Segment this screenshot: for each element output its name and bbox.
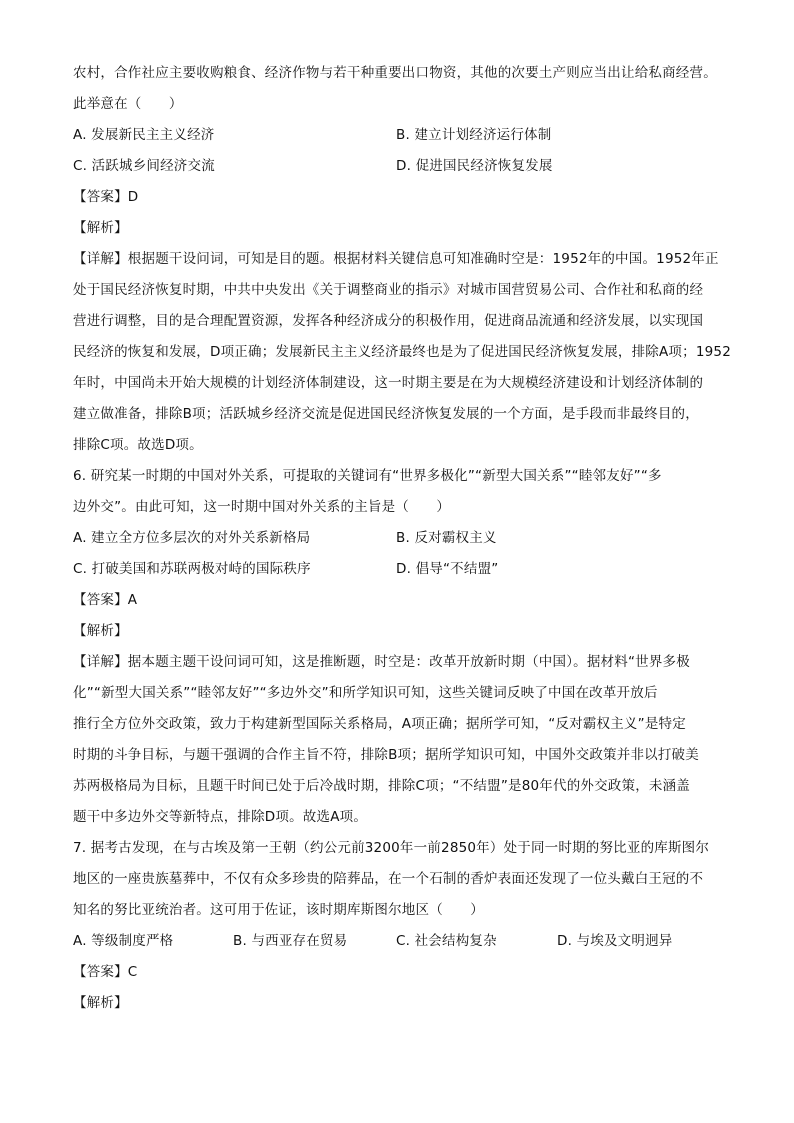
- q6-option-a: A. 建立全方位多层次的对外关系新格局: [73, 530, 311, 546]
- q6-options-row-2: [73, 554, 733, 585]
- q6-option-b: B. 反对霸权主义: [396, 530, 497, 546]
- q7-stem-line-3: 知名的努比亚统治者。这可用于佐证，该时期库斯图尔地区（ ）: [73, 902, 484, 918]
- q5-detail-line: 营进行调整，目的是合理配置资源，发挥各种经济成分的积极作用，促进商品流通和经济发展，以实现国: [73, 313, 704, 329]
- q5-stem-line-1: 农村，合作社应主要收购粮食、经济作物与若干种重要出口物资，其他的次要土产则应当出让给私商经营。: [73, 65, 717, 81]
- q5-stem-line-2: 此举意在（ ）: [73, 96, 183, 112]
- q6-answer: 【答案】A: [73, 592, 138, 608]
- q5-detail-line: 年时，中国尚未开始大规模的计划经济体制建设，这一时期主要是在为大规模经济建设和计划经济体制的: [73, 375, 704, 391]
- q7-option-c: C. 社会结构复杂: [396, 933, 497, 949]
- q5-detail-line: 排除C项。故选D项。: [73, 437, 203, 453]
- q7-analysis-heading: 【解析】: [73, 995, 128, 1011]
- q7-options-row: [73, 926, 733, 957]
- q6-stem-line-2: 边外交”。由此可知，这一时期中国对外关系的主旨是（ ）: [73, 499, 451, 515]
- q7-option-d: D. 与埃及文明迥异: [557, 933, 673, 949]
- q6-options-row-1: [73, 523, 733, 554]
- q6-detail-line: 苏两极格局为目标，且题干时间已处于后冷战时期，排除C项；“不结盟”是80年代的外交政策，未涵盖: [73, 778, 690, 794]
- q5-analysis-heading: 【解析】: [73, 220, 128, 236]
- q7-option-b: B. 与西亚存在贸易: [233, 933, 348, 949]
- q6-option-c: C. 打破美国和苏联两极对峙的国际秩序: [73, 561, 311, 577]
- document-page: [73, 58, 733, 1019]
- q6-stem-line-1: 6. 研究某一时期的中国对外关系，可提取的关键词有“世界多极化”“新型大国关系”“睦邻友好”“多: [73, 468, 662, 484]
- q5-option-c: C. 活跃城乡间经济交流: [73, 158, 215, 174]
- q5-options-row-1: [73, 120, 733, 151]
- q7-answer: 【答案】C: [73, 964, 138, 980]
- q5-answer: 【答案】D: [73, 189, 139, 205]
- q5-detail-line: 【详解】根据题干设问词，可知是目的题。根据材料关键信息可知准确时空是：1952年的中国。1952年正: [73, 251, 719, 267]
- q6-detail-line: 【详解】据本题主题干设问词可知，这是推断题，时空是：改革开放新时期（中国）。据材料“世界多极: [73, 654, 690, 670]
- q6-detail-line: 题干中多边外交等新特点，排除D项。故选A项。: [73, 809, 368, 825]
- q7-stem-line-1: 7. 据考古发现，在与古埃及第一王朝（约公元前3200年一前2850年）处于同一时期的努比亚的库斯图尔: [73, 840, 710, 856]
- q5-options-row-2: [73, 151, 733, 182]
- q6-detail-line: 化”“新型大国关系”“睦邻友好”“多边外交”和所学知识可知，这些关键词反映了中国在改革开放后: [73, 685, 658, 701]
- q6-option-d: D. 倡导“不结盟”: [396, 561, 499, 577]
- q5-detail-line: 处于国民经济恢复时期，中共中央发出《关于调整商业的指示》对城市国营贸易公司、合作社和私商的经: [73, 282, 704, 298]
- q6-detail-line: 推行全方位外交政策，致力于构建新型国际关系格局，A项正确；据所学可知，“反对霸权主义”是特定: [73, 716, 686, 732]
- q5-detail-line: 民经济的恢复和发展，D项正确；发展新民主主义经济最终也是为了促进国民经济恢复发展，排除A项；1952: [73, 344, 731, 360]
- q5-option-d: D. 促进国民经济恢复发展: [396, 158, 553, 174]
- q6-analysis-heading: 【解析】: [73, 623, 128, 639]
- q5-detail-line: 建立做准备，排除B项；活跃城乡经济交流是促进国民经济恢复发展的一个方面，是手段而非最终目的，: [73, 406, 699, 422]
- q6-detail-line: 时期的斗争目标，与题干强调的合作主旨不符，排除B项；据所学知识可知，中国外交政策并非以打破美: [73, 747, 699, 763]
- q5-option-a: A. 发展新民主主义经济: [73, 127, 215, 143]
- q7-option-a: A. 等级制度严格: [73, 933, 174, 949]
- q7-stem-line-2: 地区的一座贵族墓葬中，不仅有众多珍贵的陪葬品，在一个石制的香炉表面还发现了一位头戴白王冠的不: [73, 871, 704, 887]
- q5-option-b: B. 建立计划经济运行体制: [396, 127, 552, 143]
